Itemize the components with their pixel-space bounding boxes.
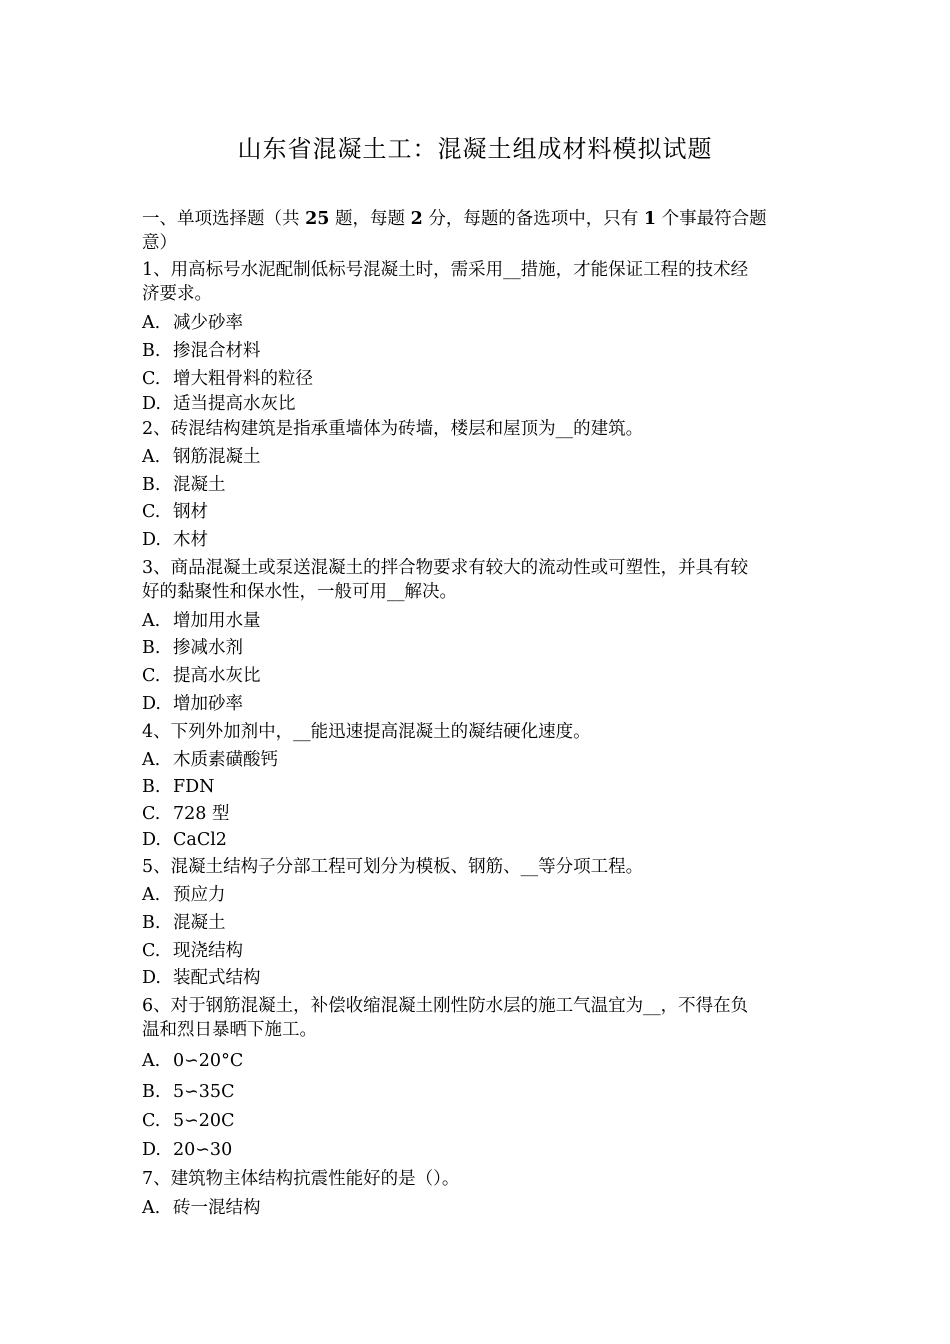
option-q1-c: C. 增大粗骨料的粒径 bbox=[142, 369, 313, 389]
option-q6-b: B. 5∽35C bbox=[142, 1082, 235, 1102]
option-q5-c: C. 现浇结构 bbox=[142, 941, 243, 961]
section-heading-cont: 意） bbox=[142, 233, 177, 253]
option-q6-d: D. 20∽30 bbox=[142, 1140, 233, 1160]
option-q1-b: B. 掺混合材料 bbox=[142, 341, 261, 361]
document-title: 山东省混凝土工：混凝土组成材料模拟试题 bbox=[237, 135, 713, 163]
option-q1-d: D. 适当提高水灰比 bbox=[142, 394, 296, 414]
option-q2-a: A. 钢筋混凝土 bbox=[142, 447, 261, 467]
score-per-question: 2 bbox=[410, 209, 423, 229]
option-q5-b: B. 混凝土 bbox=[142, 913, 226, 933]
option-q7-a: A. 砖一混结构 bbox=[142, 1198, 261, 1218]
option-q4-a: A. 木质素磺酸钙 bbox=[142, 750, 278, 770]
option-q4-b: B. FDN bbox=[142, 777, 215, 797]
question-7-text: 7、建筑物主体结构抗震性能好的是（）。 bbox=[142, 1169, 460, 1189]
question-6-text: 6、对于钢筋混凝土，补偿收缩混凝土刚性防水层的施工气温宜为__，不得在负 bbox=[142, 996, 749, 1016]
option-q4-c: C. 728 型 bbox=[142, 804, 230, 824]
option-q5-a: A. 预应力 bbox=[142, 885, 226, 905]
question-1-text-cont: 济要求。 bbox=[142, 284, 212, 304]
question-1-text: 1、用高标号水泥配制低标号混凝土时，需采用__措施，才能保证工程的技术经 bbox=[142, 260, 749, 280]
option-q6-c: C. 5∽20C bbox=[142, 1111, 235, 1131]
correct-count: 1 bbox=[643, 209, 657, 229]
option-q1-a: A. 减少砂率 bbox=[142, 313, 243, 333]
question-3-text-cont: 好的黏聚性和保水性，一般可用__解决。 bbox=[142, 582, 457, 602]
question-2-text: 2、砖混结构建筑是指承重墙体为砖墙，楼层和屋顶为__的建筑。 bbox=[142, 419, 644, 439]
section-heading: 一、单项选择题（共 25 题，每题 2 分，每题的备选项中，只有 1 个事最符合题 bbox=[142, 209, 767, 229]
question-4-text: 4、下列外加剂中，__能迅速提高混凝土的凝结硬化速度。 bbox=[142, 722, 591, 742]
option-q4-d: D. CaCl2 bbox=[142, 830, 227, 850]
question-6-text-cont: 温和烈日暴晒下施工。 bbox=[142, 1020, 317, 1040]
option-q3-a: A. 增加用水量 bbox=[142, 611, 261, 631]
option-q2-d: D. 木材 bbox=[142, 530, 208, 550]
option-q6-a: A. 0∽20°C bbox=[142, 1051, 244, 1071]
question-5-text: 5、混凝土结构子分部工程可划分为模板、钢筋、__等分项工程。 bbox=[142, 857, 644, 877]
question-count: 25 bbox=[305, 209, 330, 229]
option-q2-b: B. 混凝土 bbox=[142, 475, 226, 495]
question-3-text: 3、商品混凝土或泵送混凝土的拌合物要求有较大的流动性或可塑性，并具有较 bbox=[142, 558, 749, 578]
option-q3-b: B. 掺减水剂 bbox=[142, 638, 243, 658]
option-q2-c: C. 钢材 bbox=[142, 502, 208, 522]
option-q3-c: C. 提高水灰比 bbox=[142, 666, 261, 686]
option-q3-d: D. 增加砂率 bbox=[142, 694, 243, 714]
option-q5-d: D. 装配式结构 bbox=[142, 968, 261, 988]
